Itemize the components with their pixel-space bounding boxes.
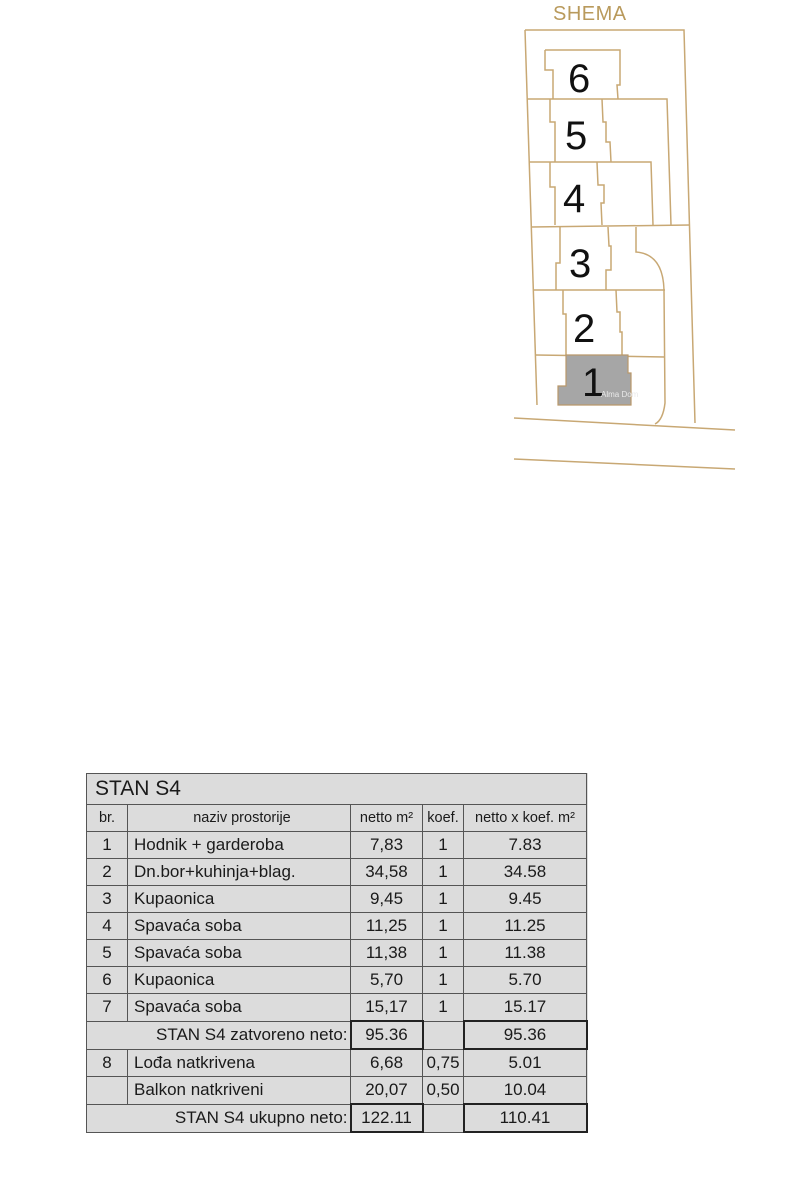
row-number: 6 (87, 967, 128, 994)
table-row (87, 913, 587, 940)
table-row (87, 859, 587, 886)
room-total: 11.38 (464, 940, 587, 967)
table-row (87, 886, 587, 913)
subtotal-koef-empty (423, 1021, 464, 1049)
row-number: 4 (87, 913, 128, 940)
table-row (87, 832, 587, 859)
room-koef: 1 (423, 886, 464, 913)
room-total: 7.83 (464, 832, 587, 859)
room-koef: 1 (423, 913, 464, 940)
svg-text:6: 6 (568, 57, 591, 101)
room-name: Spavaća soba (128, 940, 351, 967)
room-name: Lođa natkrivena (128, 1049, 351, 1077)
apartment-title: STAN S4 (87, 774, 587, 805)
grand-total-label: STAN S4 ukupno neto: (87, 1104, 351, 1132)
schema-title: SHEMA (553, 3, 627, 25)
room-netto: 7,83 (351, 832, 423, 859)
room-name: Hodnik + garderoba (128, 832, 351, 859)
grand-total-netto: 122.11 (351, 1104, 423, 1132)
table-row (87, 1077, 587, 1105)
room-koef: 0,50 (423, 1077, 464, 1105)
room-total: 10.04 (464, 1077, 587, 1105)
room-name: Spavaća soba (128, 913, 351, 940)
room-koef: 0,75 (423, 1049, 464, 1077)
grand-total-koef-empty (423, 1104, 464, 1132)
subtotal-label: STAN S4 zatvoreno neto: (87, 1021, 351, 1049)
room-total: 15.17 (464, 994, 587, 1022)
row-number: 5 (87, 940, 128, 967)
building-schema-diagram (0, 0, 785, 480)
room-total: 9.45 (464, 886, 587, 913)
room-total: 11.25 (464, 913, 587, 940)
room-netto: 11,25 (351, 913, 423, 940)
room-koef: 1 (423, 967, 464, 994)
table-title-row (87, 774, 587, 805)
row-number: 2 (87, 859, 128, 886)
table-header-row (87, 805, 587, 832)
room-name: Kupaonica (128, 967, 351, 994)
room-name: Balkon natkriveni (128, 1077, 351, 1105)
grand-total-row (87, 1104, 587, 1132)
room-netto: 34,58 (351, 859, 423, 886)
table-row (87, 940, 587, 967)
svg-text:5: 5 (565, 114, 588, 158)
svg-text:4: 4 (563, 177, 586, 221)
svg-text:1: 1 (582, 361, 605, 405)
room-name: Kupaonica (128, 886, 351, 913)
room-name: Spavaća soba (128, 994, 351, 1022)
table-row (87, 1049, 587, 1077)
room-netto: 5,70 (351, 967, 423, 994)
header-br: br. (87, 805, 128, 832)
room-total: 5.70 (464, 967, 587, 994)
room-koef: 1 (423, 832, 464, 859)
row-number: 7 (87, 994, 128, 1022)
svg-text:Alma Dom: Alma Dom (601, 390, 639, 399)
room-netto: 15,17 (351, 994, 423, 1022)
svg-text:2: 2 (573, 307, 596, 351)
room-netto: 11,38 (351, 940, 423, 967)
room-name: Dn.bor+kuhinja+blag. (128, 859, 351, 886)
room-koef: 1 (423, 994, 464, 1022)
row-number: 3 (87, 886, 128, 913)
table-row (87, 994, 587, 1022)
svg-text:3: 3 (569, 242, 592, 286)
grand-total-total: 110.41 (464, 1104, 587, 1132)
room-total: 5.01 (464, 1049, 587, 1077)
row-number (87, 1077, 128, 1105)
subtotal-netto: 95.36 (351, 1021, 423, 1049)
header-koef: koef. (423, 805, 464, 832)
row-number: 1 (87, 832, 128, 859)
room-koef: 1 (423, 940, 464, 967)
room-netto: 20,07 (351, 1077, 423, 1105)
room-netto: 9,45 (351, 886, 423, 913)
room-total: 34.58 (464, 859, 587, 886)
room-netto: 6,68 (351, 1049, 423, 1077)
header-total: netto x koef. m² (464, 805, 587, 832)
area-table (86, 773, 588, 1133)
room-koef: 1 (423, 859, 464, 886)
header-netto: netto m² (351, 805, 423, 832)
subtotal-row (87, 1021, 587, 1049)
row-number: 8 (87, 1049, 128, 1077)
header-name: naziv prostorije (128, 805, 351, 832)
subtotal-total: 95.36 (464, 1021, 587, 1049)
table-row (87, 967, 587, 994)
